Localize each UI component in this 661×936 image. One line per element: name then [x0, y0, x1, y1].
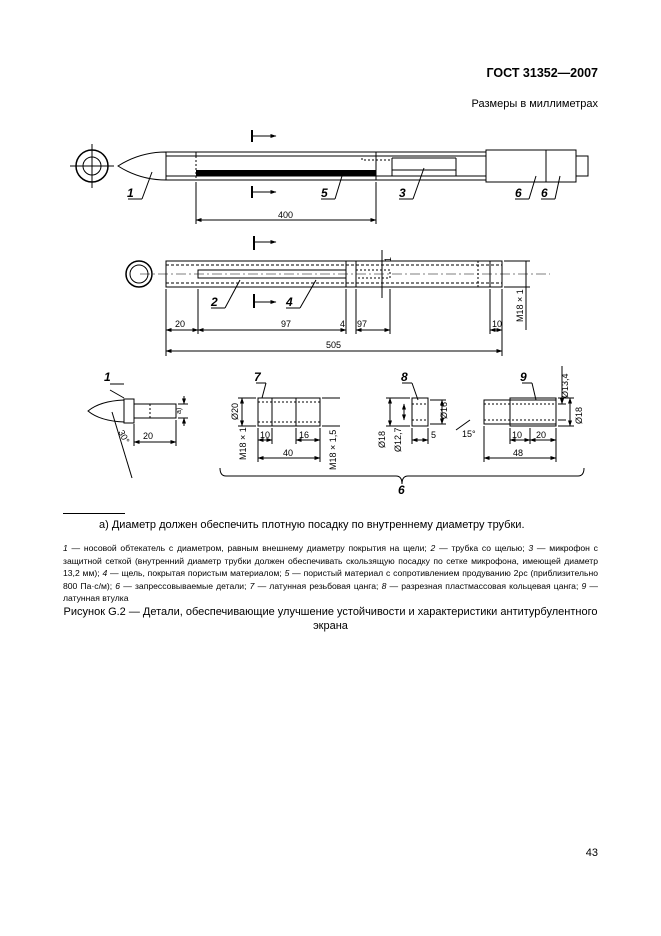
- dim-97a-side: 97: [281, 319, 292, 329]
- dia134-part9: Ø13,4: [560, 373, 570, 398]
- legend-num-5: 5: [284, 568, 290, 579]
- legend-text-7: — латунная резьбовая цанга;: [254, 580, 382, 591]
- dia20-part7: Ø20: [230, 402, 240, 420]
- section-marker-top: [252, 130, 276, 198]
- leaders-side: [211, 280, 316, 308]
- legend-num-3: 3: [528, 543, 534, 553]
- dim-16-part7: 16: [299, 430, 310, 440]
- angle-part1: 30°: [116, 428, 132, 445]
- page-number: 43: [585, 847, 598, 859]
- legend-text-9: — латунная втулка: [63, 580, 599, 604]
- dia127-part8: Ø12,7: [393, 427, 403, 452]
- group-label-6: 6: [398, 483, 405, 497]
- legend-text-6: — запрессовываемые детали;: [120, 580, 250, 591]
- dim-4-side: 4: [340, 319, 346, 329]
- legend-text-3: — микрофон с защитной сеткой (внутренний диаметр трубки должен обеспечивать скользящую посадку по сетке микрофона, имеющей диаметр 13,2 мм);: [63, 543, 598, 579]
- legend-num-4: 4: [102, 568, 108, 579]
- standard-header: ГОСТ 31352—2007: [486, 66, 598, 80]
- label-part9-detail: 9: [520, 370, 527, 384]
- nose-cone-top: [118, 152, 166, 180]
- label-part6b-top: 6: [541, 186, 548, 200]
- legend-num-2: 2: [430, 543, 436, 553]
- label-part8-detail: 8: [401, 370, 408, 384]
- angle-part8: 15°: [462, 429, 476, 439]
- legend-text-4: — щель, покрытая пористым материалом;: [107, 568, 285, 579]
- tube-top: [166, 150, 588, 182]
- note-a-part1: a): [176, 407, 183, 414]
- label-part2: 2: [211, 295, 218, 309]
- thread2-part7: M18 × 1,5: [328, 429, 338, 470]
- group-bracket: [220, 468, 584, 484]
- dim-10-part7: 10: [260, 430, 271, 440]
- footnote-rule: [63, 513, 125, 514]
- legend-text-1: — носовой обтекатель с диаметром, равным внешнему диаметру покрытия на щели;: [67, 543, 431, 553]
- dim-20-part9: 20: [536, 430, 547, 440]
- label-part4: 4: [286, 295, 293, 309]
- thread-m18-side: M18 × 1: [515, 289, 525, 322]
- legend-text-2: — трубка со щелью;: [435, 543, 529, 553]
- legend-num-8: 8: [381, 580, 387, 591]
- label-part3-top: 3: [399, 186, 406, 200]
- label-part5-top: 5: [321, 186, 328, 200]
- end-view-circle-1: [70, 144, 114, 188]
- thread1-part7: M18 × 1: [238, 427, 248, 460]
- dim-505: 505: [326, 340, 342, 350]
- units-note: Размеры в миллиметрах: [471, 98, 598, 110]
- dim-10-part9: 10: [512, 430, 523, 440]
- dim-97b-side: 97: [357, 319, 368, 329]
- detail-part1: [88, 384, 188, 478]
- dim-20-side: 20: [175, 319, 186, 329]
- legend-num-9: 9: [581, 580, 587, 591]
- label-part7-detail: 7: [254, 370, 261, 384]
- legend-num-7: 7: [249, 580, 255, 591]
- figure-caption: Рисунок G.2 — Детали, обеспечивающие улучшение устойчивости и характеристики антитурбулентного экрана: [63, 606, 598, 632]
- dia16-part8: Ø16: [439, 401, 449, 419]
- label-part1-detail: 1: [104, 370, 111, 384]
- dim-20-part1: 20: [143, 431, 154, 441]
- legend-text-5: — пористый материал с сопротивлением продуванию 2ρc (приблизительно 800 Па·с/м);: [63, 568, 598, 591]
- legend-num-6: 6: [115, 580, 121, 591]
- dim-48-part9: 48: [513, 448, 524, 458]
- marker-1-side: 1: [383, 256, 393, 262]
- label-part1-top: 1: [127, 186, 134, 200]
- legend-text-8: — разрезная пластмассовая кольцевая цанга;: [386, 580, 582, 591]
- tube-side: [140, 261, 550, 287]
- dim-5-part8: 5: [431, 430, 437, 440]
- label-part6a-top: 6: [515, 186, 522, 200]
- dim-400: 400: [278, 210, 294, 220]
- footnote: а) Диаметр должен обеспечить плотную посадку по внутреннему диаметру трубки.: [99, 519, 525, 531]
- dim-10-side: 10: [492, 319, 503, 329]
- dia18-part8: Ø18: [377, 430, 387, 448]
- legend-num-1: 1: [63, 543, 68, 553]
- section-marker-side: [254, 236, 382, 308]
- dia18-part9: Ø18: [574, 406, 584, 424]
- dim-40-part7: 40: [283, 448, 294, 458]
- legend: [63, 542, 598, 605]
